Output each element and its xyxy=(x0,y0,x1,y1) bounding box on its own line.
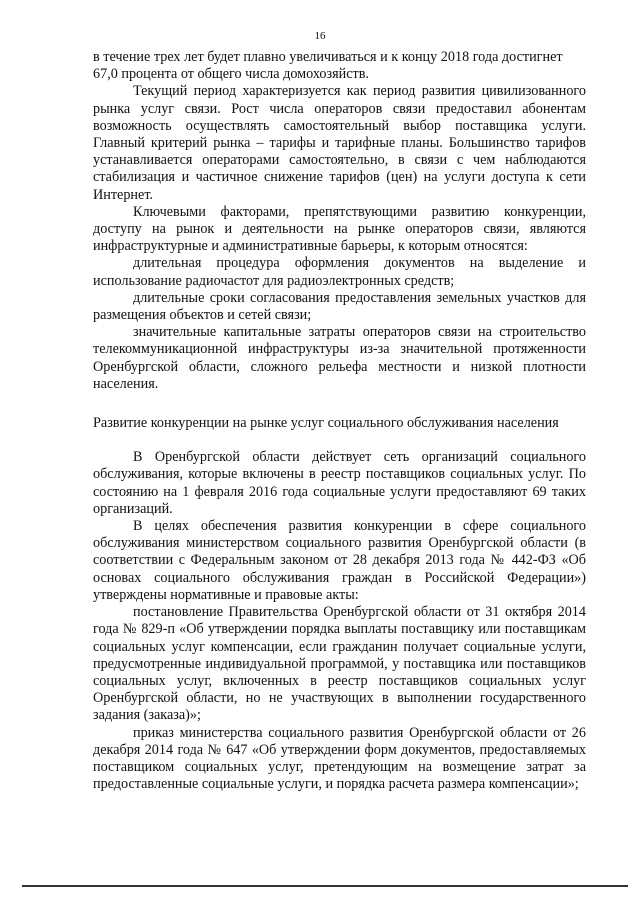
paragraph: длительные сроки согласования предоставления земельных участков для размещения объектов и сетей связи; xyxy=(93,289,586,324)
paragraph: В Оренбургской области действует сеть организаций социального обслуживания, которые включены в реестр поставщиков социальных услуг. По состоянию на 1 февраля 2016 года социальные услуги предоставляют 69 таких организаций. xyxy=(93,449,586,517)
paragraph: Текущий период характеризуется как период развития цивилизованного рынка услуг связи. Рост числа операторов связи предоставил абонентам возможность осуществлять самостоятельный выбор поставщика услуги. Главный критерий рынка – тарифы и тарифные планы. Большинство тарифов устанавливается операторами самостоятельно, в связи с чем наблюдаются стабилизация и частичное снижение тарифов (цен) на услуги доступа к сети Интернет. xyxy=(93,83,586,203)
paragraph-group-before xyxy=(93,49,586,393)
paragraph: постановление Правительства Оренбургской области от 31 октября 2014 года № 829-п «Об утверждении порядка выплаты поставщику или поставщикам социальных услуг компенсации, если гражданин получает социальные услуги, предусмотренные индивидуальной программой, у поставщика или поставщиков социальных услуг, включенных в реестр поставщиков социальных услуг Оренбургской области, но не участвующих в выполнении государственного задания (заказа)»; xyxy=(93,604,586,724)
paragraph: Ключевыми факторами, препятствующими развитию конкуренции, доступу на рынок и деятельности на рынке операторов связи, являются инфраструктурные и административные барьеры, к которым относятся: xyxy=(93,203,586,255)
paragraph: значительные капитальные затраты операторов связи на строительство телекоммуникационной инфраструктуры из-за значительной протяженности Оренбургской области, сложного рельефа местности и низкой плотности населения. xyxy=(93,324,586,392)
paragraph: в течение трех лет будет плавно увеличиваться и к концу 2018 года достигнет 67,0 процента от общего числа домохозяйств. xyxy=(93,49,563,83)
paragraph-group-after xyxy=(93,449,586,793)
document-body xyxy=(93,49,586,793)
footer-divider xyxy=(22,885,628,887)
paragraph: В целях обеспечения развития конкуренции в сфере социального обслуживания министерством социального развития Оренбургской области (в соответствии с Федеральным законом от 28 декабря 2013 года № 442-ФЗ «Об основах социального обслуживания граждан в Российской Федерации») утверждены нормативные и правовые акты: xyxy=(93,518,586,603)
section-heading: Развитие конкуренции на рынке услуг социального обслуживания населения xyxy=(93,415,559,432)
paragraph: приказ министерства социального развития Оренбургской области от 26 декабря 2014 года № 647 «Об утверждении форм документов, предоставляемых поставщиком социальных услуг, претендующим на возмещение затрат за предоставленные социальные услуги, и порядка расчета размера компенсации»; xyxy=(93,724,586,793)
page-number: 16 xyxy=(314,30,326,42)
paragraph: длительная процедура оформления документов на выделение и использование радиочастот для радиоэлектронных средств; xyxy=(93,255,586,289)
